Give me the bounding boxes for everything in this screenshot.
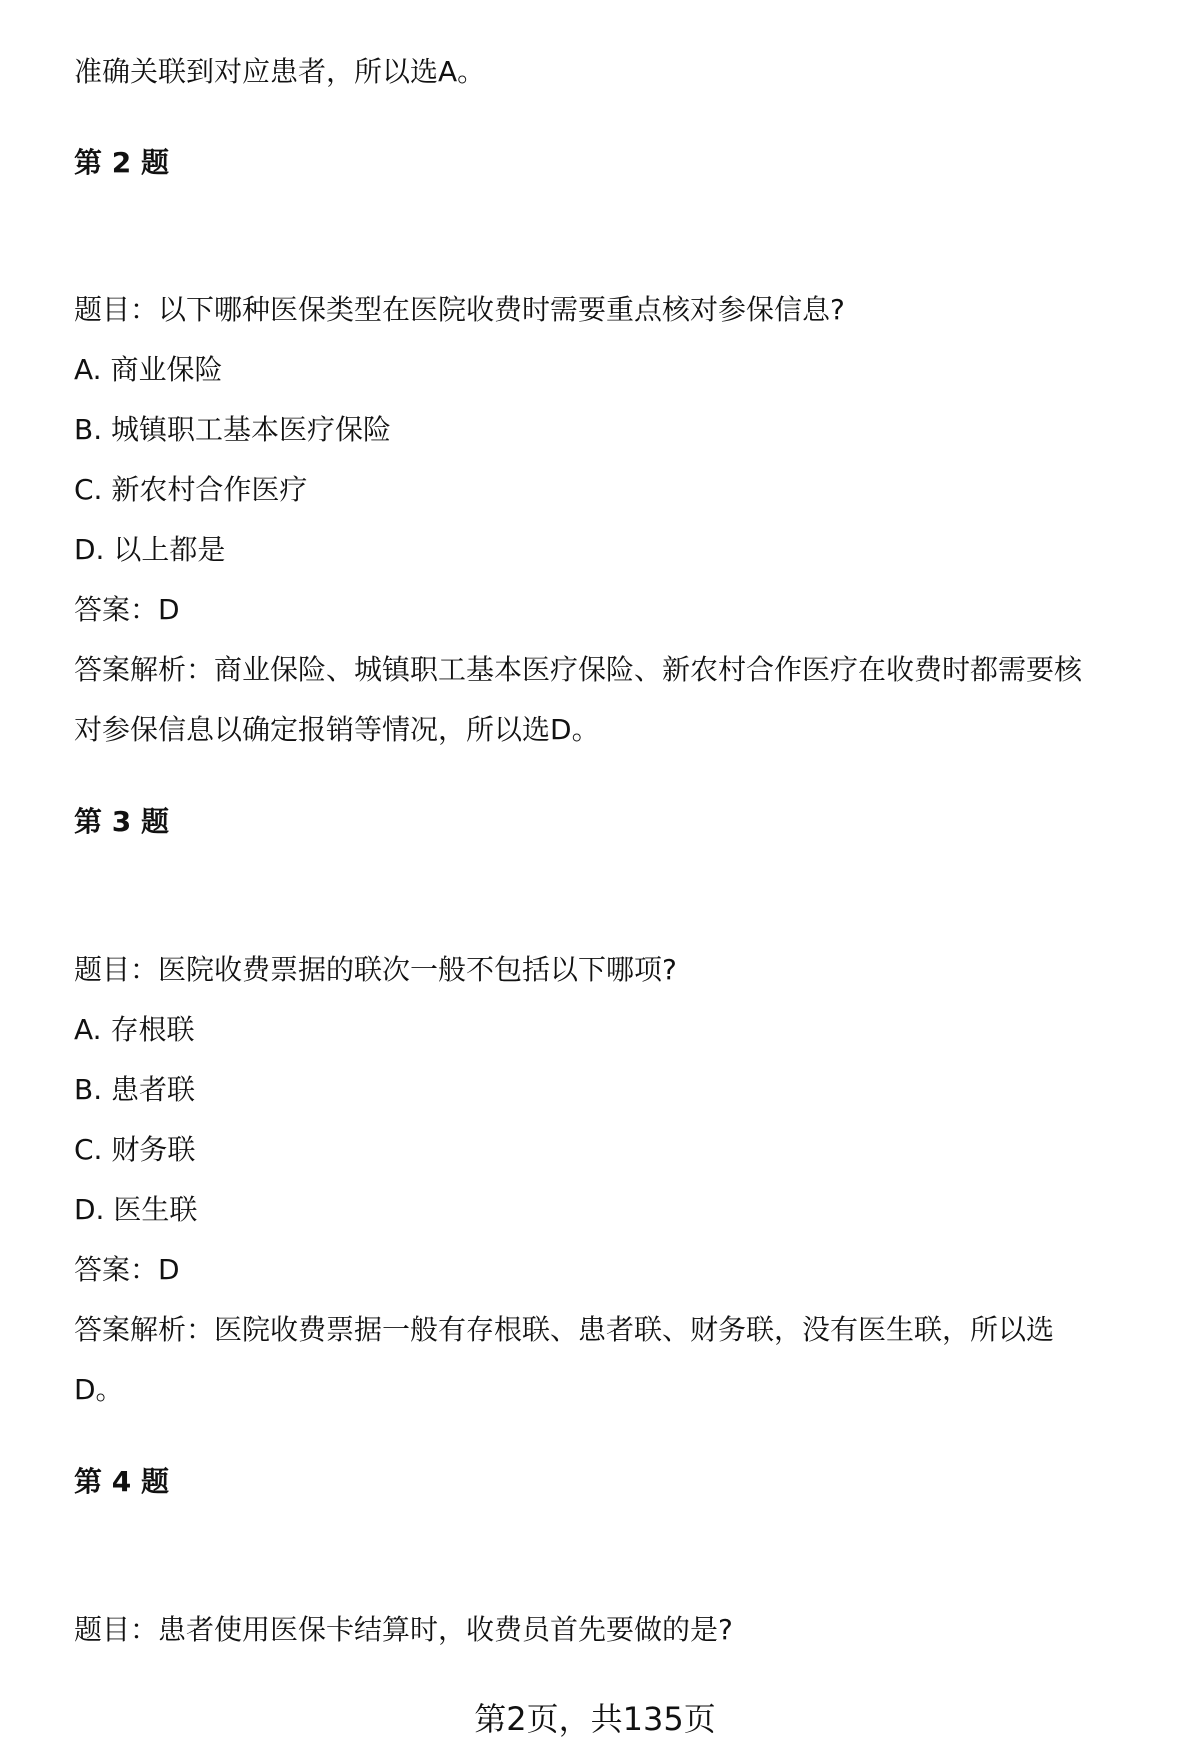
question-3-analysis-line-2: D。 <box>74 1373 124 1406</box>
previous-analysis-tail: 准确关联到对应患者，所以选A。 <box>74 55 486 88</box>
question-2-stem: 题目：以下哪种医保类型在医院收费时需要重点核对参保信息? <box>74 293 845 326</box>
question-2-analysis-line-1: 答案解析：商业保险、城镇职工基本医疗保险、新农村合作医疗在收费时都需要核 <box>74 653 1083 686</box>
page-number-footer: 第2页，共135页 <box>474 1700 716 1738</box>
question-3-heading: 第 3 题 <box>74 805 169 838</box>
question-4-stem: 题目：患者使用医保卡结算时，收费员首先要做的是? <box>74 1613 733 1646</box>
question-3-answer: 答案：D <box>74 1253 180 1286</box>
question-2-option-a: A. 商业保险 <box>74 353 223 386</box>
question-2-answer: 答案：D <box>74 593 180 626</box>
question-2-option-c: C. 新农村合作医疗 <box>74 473 308 506</box>
question-3-option-a: A. 存根联 <box>74 1013 195 1046</box>
question-2-option-b: B. 城镇职工基本医疗保险 <box>74 413 392 446</box>
question-2-option-d: D. 以上都是 <box>74 533 226 566</box>
question-2-heading: 第 2 题 <box>74 146 169 179</box>
question-3-option-d: D. 医生联 <box>74 1193 198 1226</box>
question-3-option-b: B. 患者联 <box>74 1073 196 1106</box>
question-2-analysis-line-2: 对参保信息以确定报销等情况，所以选D。 <box>74 713 600 746</box>
question-3-stem: 题目：医院收费票据的联次一般不包括以下哪项? <box>74 953 677 986</box>
question-3-option-c: C. 财务联 <box>74 1133 196 1166</box>
question-3-analysis-line-1: 答案解析：医院收费票据一般有存根联、患者联、财务联，没有医生联，所以选 <box>74 1313 1055 1346</box>
question-4-heading: 第 4 题 <box>74 1465 169 1498</box>
